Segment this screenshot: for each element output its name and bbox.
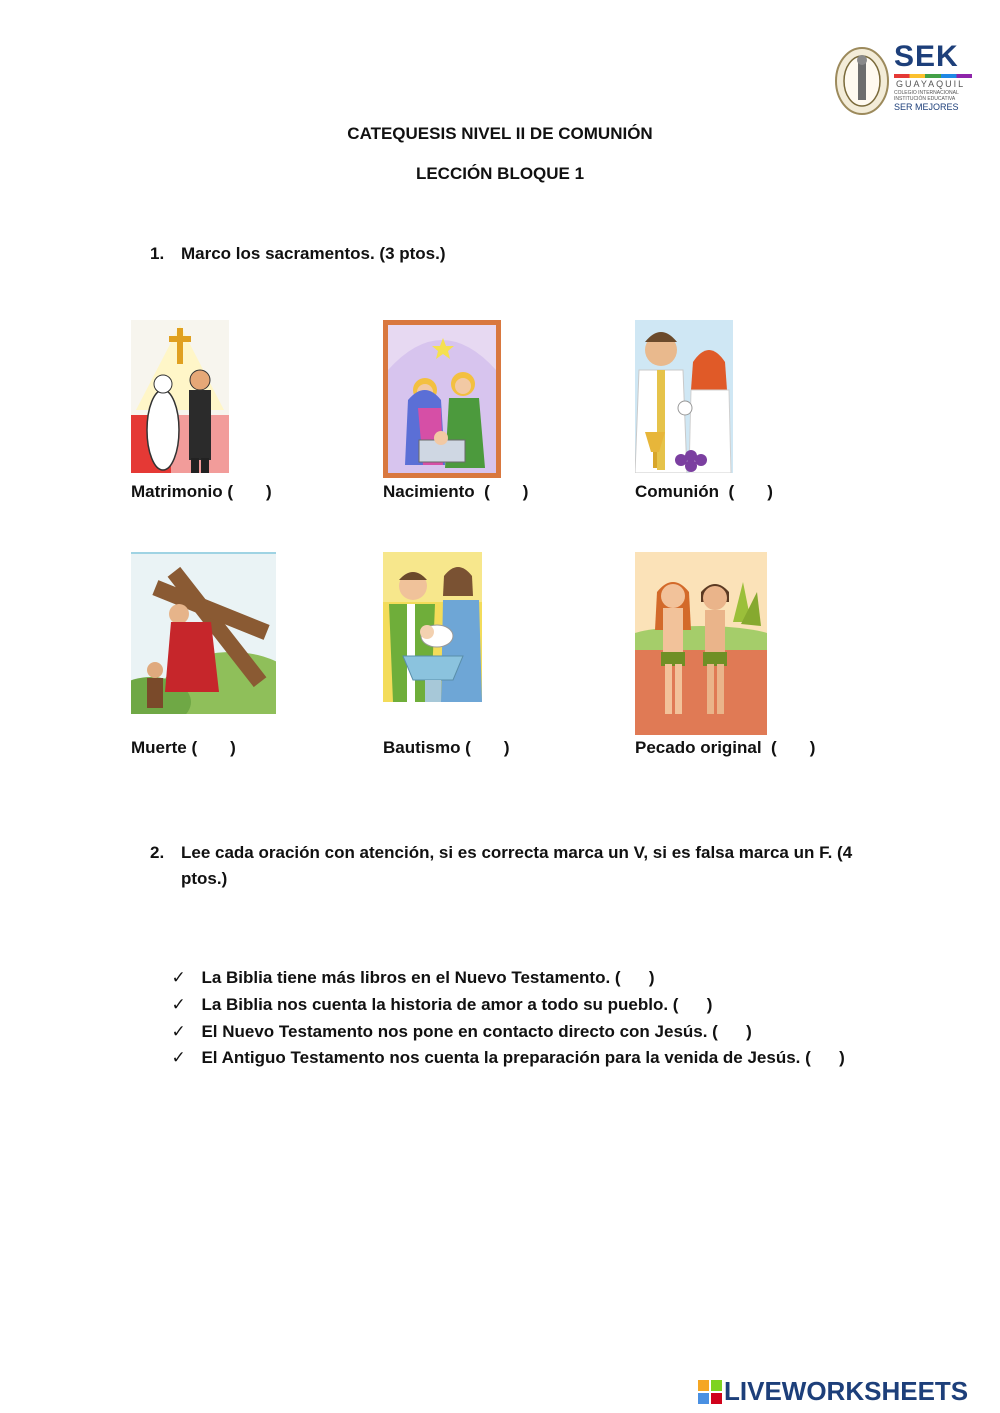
wedding-illustration (131, 320, 229, 473)
school-crest-icon (834, 46, 890, 116)
logo-line2: INSTITUCIÓN EDUCATIVA (894, 96, 956, 102)
crucifixion-illustration (131, 552, 276, 714)
option-pecado-original[interactable]: Pecado original ( ) (635, 738, 816, 757)
original-sin-illustration (635, 552, 767, 735)
liveworksheets-brand[interactable] (698, 1376, 994, 1410)
liveworksheets-logo-icon (698, 1380, 722, 1404)
question-2 (0, 843, 1000, 895)
baptism-illustration (383, 552, 482, 702)
page-title: CATEQUESIS NIVEL II DE COMUNIÓN (347, 124, 653, 143)
logo-line1: COLEGIO INTERNACIONAL (894, 90, 959, 96)
statement-row[interactable] (162, 1028, 845, 1068)
logo-city: GUAYAQUIL (896, 79, 966, 89)
statement-text: El Antiguo Testamento nos cuenta la preparación para la venida de Jesús. ( ) (201, 1048, 845, 1067)
liveworksheets-text: LIVEWORKSHEETS (724, 1376, 969, 1406)
check-icon: ✓ (171, 1048, 186, 1067)
question-2-text-line2: ptos.) (181, 869, 228, 888)
logo-motto: SER MEJORES (894, 102, 959, 112)
statement-text: El Nuevo Testamento nos pone en contacto directo con Jesús. ( ) (201, 1022, 752, 1041)
statement-text: La Biblia tiene más libros en el Nuevo Testamento. ( ) (201, 968, 655, 987)
statement-text: La Biblia nos cuenta la historia de amor a todo su pueblo. ( ) (201, 995, 713, 1014)
logo-brand: SEK (894, 40, 959, 73)
option-bautismo[interactable]: Bautismo ( ) (383, 738, 510, 757)
question-2-text-line1: Lee cada oración con atención, si es correcta marca un V, si es falsa marca un F. (4 (181, 843, 853, 862)
option-comunion[interactable]: Comunión ( ) (635, 482, 773, 501)
page-subtitle: LECCIÓN BLOQUE 1 (415, 164, 585, 183)
question-2-number: 2. (150, 843, 165, 862)
check-icon: ✓ (171, 968, 186, 987)
option-matrimonio[interactable]: Matrimonio ( ) (131, 482, 272, 501)
check-icon: ✓ (171, 995, 186, 1014)
logo-color-bar (894, 74, 972, 78)
nativity-illustration (383, 320, 501, 478)
check-icon: ✓ (171, 1022, 186, 1041)
question-1-text: Marco los sacramentos. (3 ptos.) (181, 244, 446, 263)
school-logo (832, 40, 982, 120)
question-1 (0, 244, 1000, 268)
communion-illustration (635, 320, 733, 473)
question-1-number: 1. (150, 244, 165, 263)
option-muerte[interactable]: Muerte ( ) (131, 738, 236, 757)
option-nacimiento[interactable]: Nacimiento ( ) (383, 482, 529, 501)
